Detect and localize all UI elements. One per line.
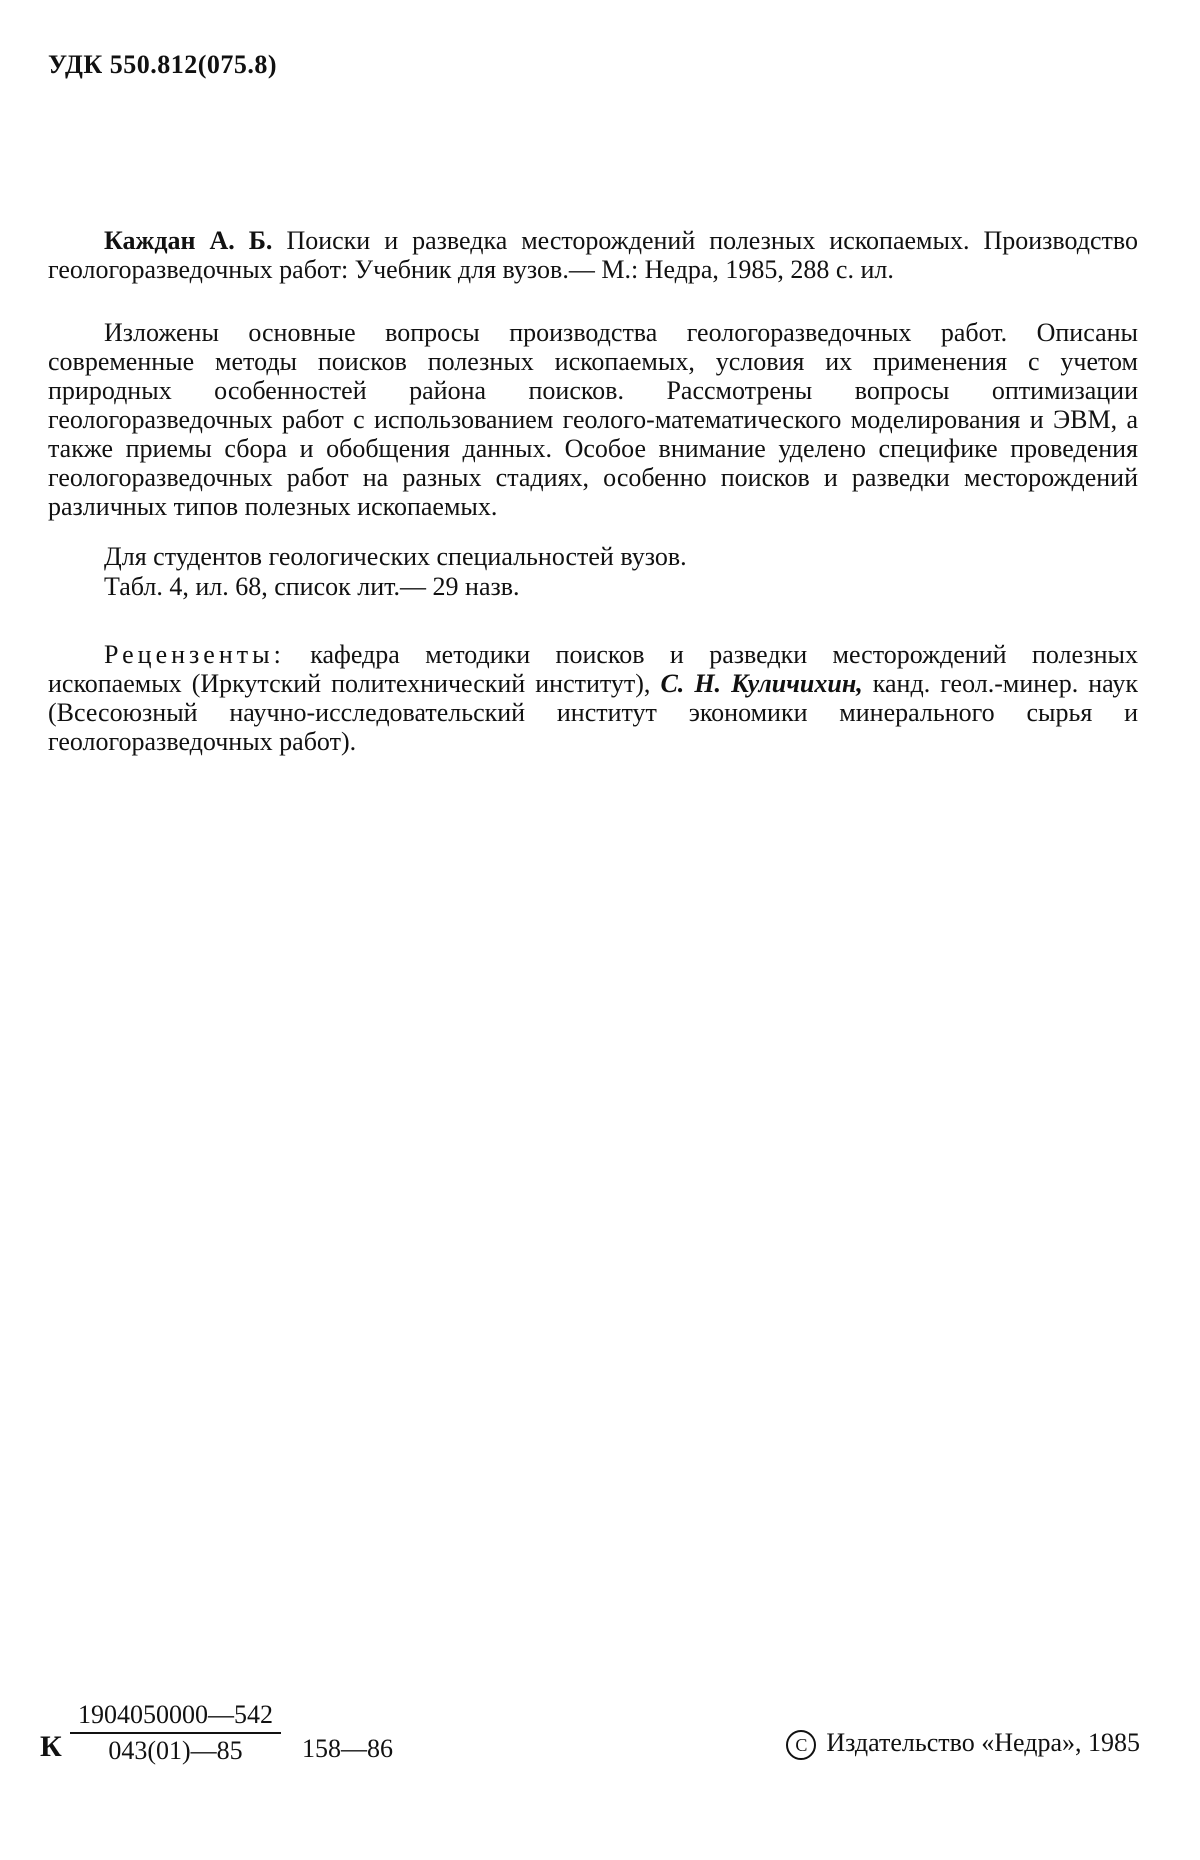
reviewer-name: С. Н. Куличихин, [660, 669, 863, 698]
audience-block [48, 542, 1138, 571]
abstract-text: Изложены основные вопросы производства геологоразведочных работ. Описаны современные методы поисков полезных ископаемых, условия их применения с учетом природных особенностей района поисков. Рассмотрены вопросы оптимизации геологоразведочных работ с использованием геолого-математического моделирования и ЭВМ, а также приемы сбора и обобщения данных. Особое внимание уделено специфике проведения геологоразведочных работ на разных стадиях, особенно поисков и разведки месторождений различных типов полезных ископаемых. [48, 318, 1138, 521]
bibliographic-text: Поиски и разведка месторождений полезных ископаемых. Производство геологоразведочных работ: Учебник для вузов.— М.: Недра, 1985, 288 с. ил. [48, 226, 1138, 284]
udk-code: УДК 550.812(075.8) [48, 50, 278, 79]
counts-block [48, 572, 1138, 601]
index-code: 158—86 [302, 1734, 393, 1763]
copyright-icon: C [786, 1730, 816, 1760]
counts-text: Табл. 4, ил. 68, список лит.— 29 назв. [104, 572, 520, 601]
audience-text: Для студентов геологических специальностей вузов. [104, 542, 687, 571]
index-letter: К [40, 1730, 62, 1763]
author-name: Каждан А. Б. [104, 226, 273, 255]
index-numerator: 1904050000—542 [70, 1698, 281, 1734]
reviewers-label: Рецензенты: [104, 640, 285, 669]
index-denominator: 043(01)—85 [108, 1736, 243, 1765]
reviewers-text-2: канд. геол.-минер. наук (Всесоюзный научно-исследовательский институт экономики минерального сырья и геологоразведочных работ). [48, 669, 1138, 756]
imprint-footer [40, 1698, 1140, 1798]
reviewers-block [48, 640, 1138, 756]
publisher-text: Издательство «Недра», 1985 [826, 1728, 1140, 1757]
copyright-line [786, 1728, 1140, 1760]
abstract-block [48, 318, 1138, 521]
bibliographic-record [48, 226, 1138, 284]
index-fraction [70, 1698, 281, 1768]
reviewers-text-1: кафедра методики поисков и разведки месторождений полезных ископаемых (Иркутский политехнический институт), [48, 640, 1138, 698]
